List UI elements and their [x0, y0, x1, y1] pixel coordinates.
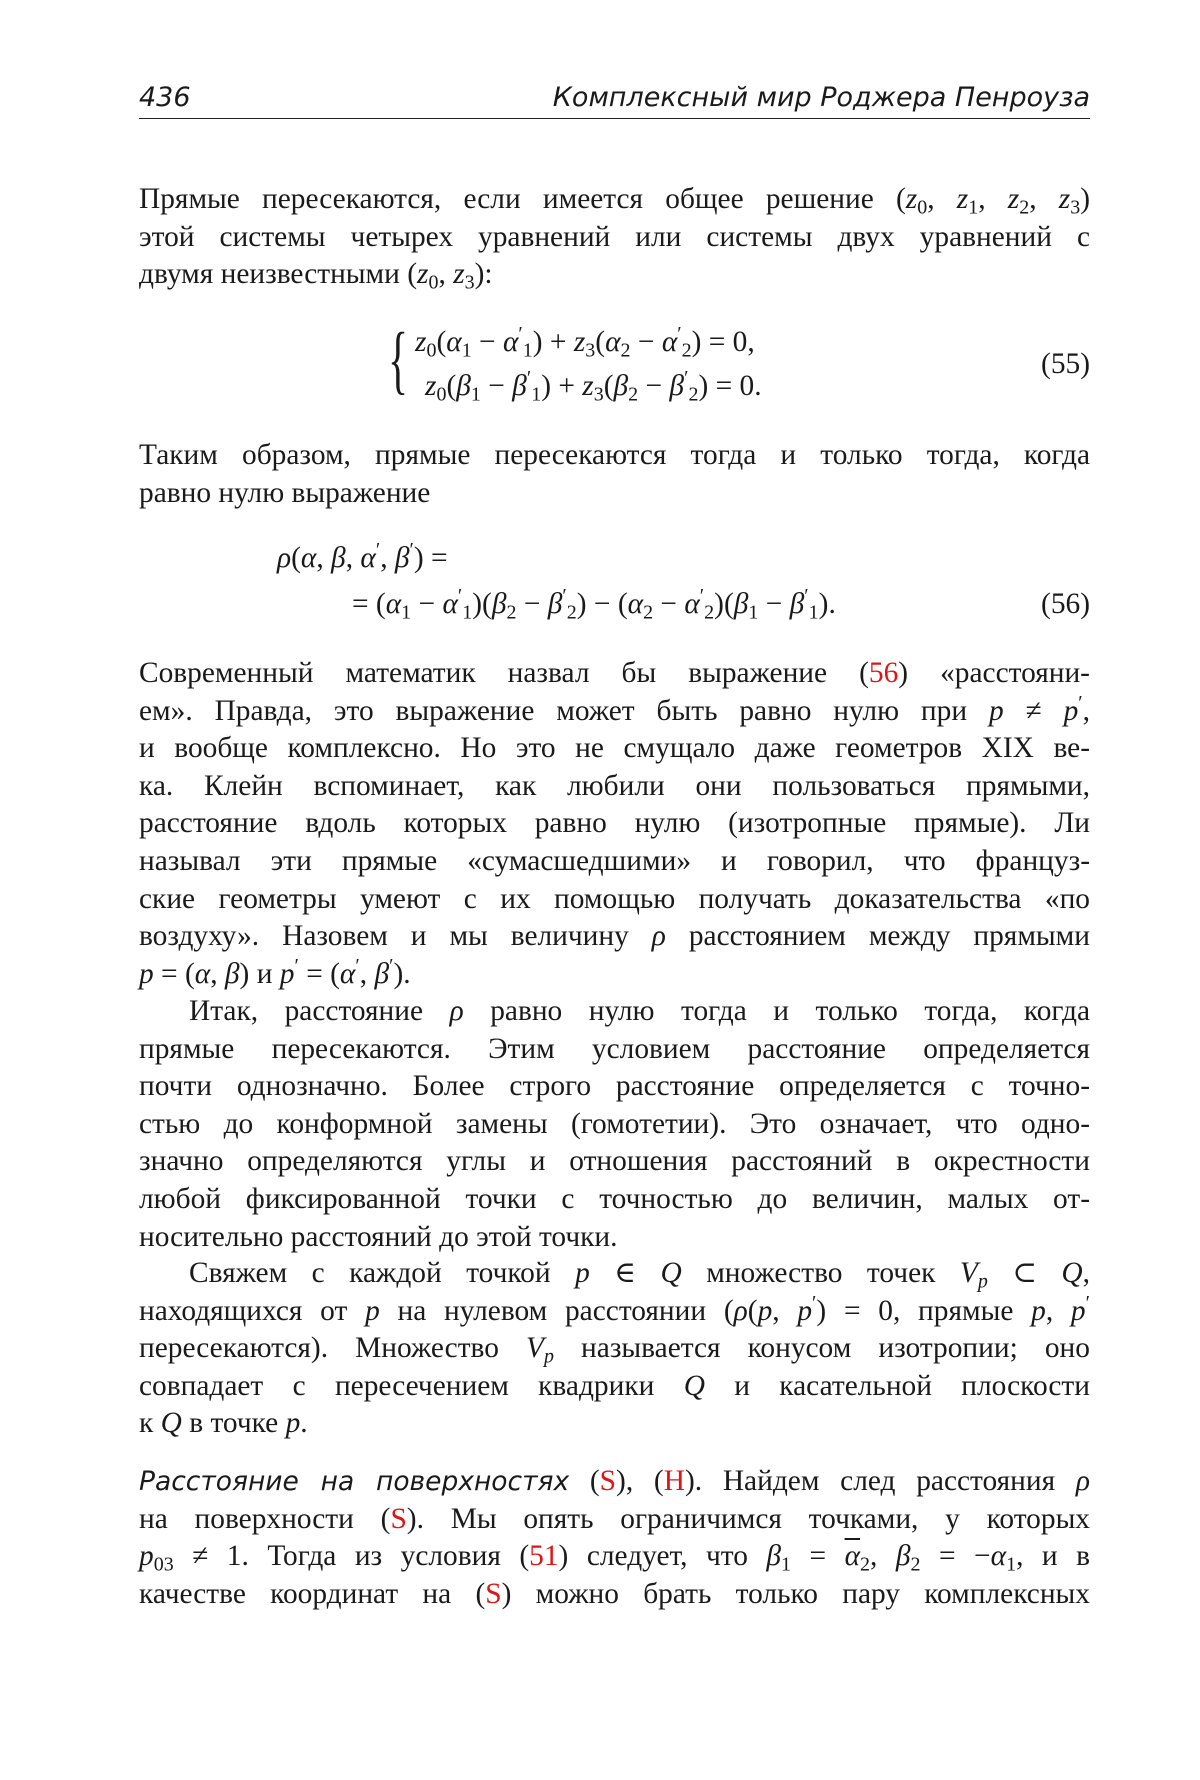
text-line: носительно расстояний до этой точки.	[139, 1220, 618, 1253]
equation-number-56: (56)	[1041, 588, 1090, 620]
text-line: двумя неизвестными ($z_0$, $z_3$):	[139, 258, 493, 294]
text-line: Прямые пересекаются, если имеется общее решение ($z_0$, $z_1$, $z_2$, $z_3$)	[139, 183, 1090, 219]
equation-number-55: (55)	[1041, 348, 1090, 380]
equation-55-line-2: $z_0(\beta_1 - \beta'_1) + z_3(\beta_2 - \beta'_2) = 0$.	[425, 367, 762, 406]
ref-S[interactable]: S	[390, 1502, 407, 1535]
text-line: на поверхности (S). Мы опять ограничимся точками, у которых	[139, 1502, 1091, 1535]
paragraph-surface-distance	[139, 1463, 1090, 1613]
section-heading: Расстояние на поверхностях	[139, 1466, 570, 1497]
text-line: p = (α, β) и p′ = (α′, β′).	[139, 954, 411, 990]
equation-56-line-2: = $(\alpha_1 - \alpha'_1)(\beta_2 - \beta'_2) - (\alpha_2 - \alpha'_2)(\beta_1 - \beta'_1)$.	[352, 585, 836, 624]
text-line: любой фиксированной точки с точностью до величин, малых от-	[139, 1182, 1090, 1215]
equation-ref-56[interactable]: 56	[868, 657, 899, 689]
paragraph-zero-expression	[139, 437, 1090, 512]
text-line: называл эти прямые «сумасшедшими» и говорил, что француз-	[139, 844, 1090, 877]
equation-55-line-1: $z_0(\alpha_1 - \alpha'_1) + z_3(\alpha_2 - \alpha'_2) = 0$,	[415, 323, 755, 362]
paragraph-conformal	[139, 993, 1090, 1256]
text-line: почти однозначно. Более строго расстояние определяется с точно-	[139, 1070, 1090, 1103]
text-line: прямые пересекаются. Этим условием расстояние определяется	[139, 1032, 1090, 1065]
ref-S[interactable]: S	[485, 1577, 502, 1610]
paragraph-isotropy-cone	[139, 1255, 1090, 1443]
text-line: $p_{03} \ne 1$. Тогда из условия (51) следует, что $\beta_1 = \overline{\alpha}_2$, $\beta_2 = -\alpha_1$, и в	[139, 1540, 1090, 1576]
text-line: совпадает с пересечением квадрики Q и касательной плоскости	[139, 1369, 1090, 1402]
text-line: пересекаются). Множество $V_p$ называется конусом изотропии; оно	[139, 1332, 1090, 1368]
text-line: этой системы четырех уравнений или системы двух уравнений с	[139, 220, 1090, 253]
text-line: равно нулю выражение	[139, 476, 431, 509]
text-line: Итак, расстояние ρ равно нулю тогда и только тогда, когда	[189, 995, 1090, 1027]
paragraph-distance-definition	[139, 655, 1090, 993]
equation-56-line-1: ρ(α, β, α′, β′) =	[277, 539, 448, 574]
running-title: Комплексный мир Роджера Пенроуза	[552, 82, 1090, 113]
text-line: стью до конформной замены (гомотетии). Это означает, что одно-	[139, 1107, 1090, 1140]
running-header	[139, 78, 1090, 119]
text-line: качестве координат на (S) можно брать только пару комплексных	[139, 1577, 1090, 1610]
text-line: Современный математик назвал бы выражение (56) «расстояни-	[139, 657, 1090, 689]
page-number: 436	[139, 82, 191, 113]
text-line: воздуху». Назовем и мы величину ρ расстоянием между прямыми	[139, 920, 1090, 953]
text-line: Таким образом, прямые пересекаются тогда и только тогда, когда	[139, 439, 1090, 471]
text-line: находящихся от p на нулевом расстоянии (ρ(p, p′) = 0, прямые p, p′	[139, 1291, 1090, 1327]
text-line: ка. Клейн вспоминает, как любили они пользоваться прямыми,	[139, 769, 1090, 802]
text-line: к Q в точке p.	[139, 1407, 308, 1440]
text-line: расстояние вдоль которых равно нулю (изотропные прямые). Ли	[139, 807, 1090, 840]
text-line: Свяжем с каждой точкой p ∈ Q множество точек $V_p$ ⊂ Q,	[189, 1257, 1091, 1293]
text-line: ские геометры умеют с их помощью получать доказательства «по	[139, 882, 1090, 915]
text-line: значно определяются углы и отношения расстояний в окрестности	[139, 1145, 1090, 1178]
text-line: ем». Правда, это выражение может быть равно нулю при p ≠ p′,	[139, 691, 1090, 727]
ref-S[interactable]: S	[599, 1465, 617, 1497]
paragraph-intersection-condition	[139, 181, 1090, 294]
ref-H[interactable]: H	[663, 1465, 685, 1497]
text-line: Расстояние на поверхностях (S), (H). Найдем след расстояния ρ	[139, 1465, 1091, 1497]
equation-ref-51[interactable]: 51	[529, 1540, 559, 1573]
text-line: и вообще комплексно. Но это не смущало даже геометров XIX ве-	[139, 732, 1090, 765]
left-brace: {	[388, 318, 409, 402]
